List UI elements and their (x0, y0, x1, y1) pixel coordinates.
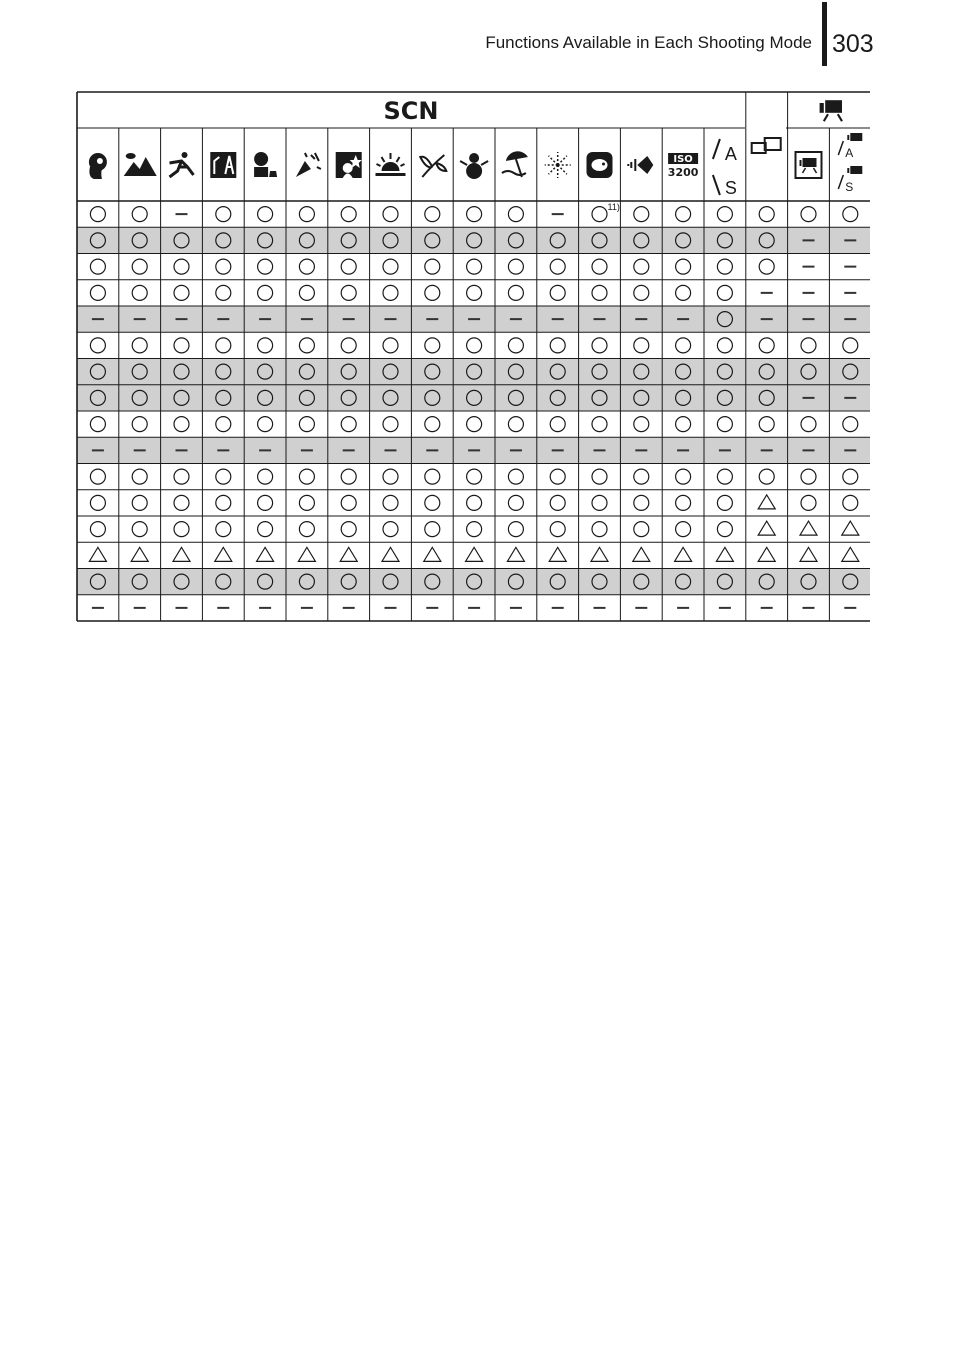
available-circle (174, 417, 189, 432)
available-circle (759, 469, 774, 484)
available-circle (759, 417, 774, 432)
available-circle (90, 285, 105, 300)
available-circle (341, 207, 356, 222)
available-circle (550, 469, 565, 484)
available-circle (508, 495, 523, 510)
available-circle (216, 417, 231, 432)
available-circle (299, 285, 314, 300)
available-circle (341, 469, 356, 484)
row-shade (77, 569, 870, 595)
available-circle (299, 495, 314, 510)
available-circle (132, 469, 147, 484)
available-circle (592, 417, 607, 432)
available-circle (341, 285, 356, 300)
beach-icon (502, 151, 528, 177)
partial-triangle (800, 547, 817, 561)
available-circle (383, 207, 398, 222)
partial-triangle (842, 521, 859, 535)
available-circle (676, 338, 691, 353)
available-circle (174, 259, 189, 274)
partial-triangle (549, 547, 566, 561)
available-circle (467, 522, 482, 537)
available-circle (676, 469, 691, 484)
available-circle (676, 417, 691, 432)
available-circle (258, 285, 273, 300)
available-circle (676, 285, 691, 300)
available-circle (425, 285, 440, 300)
available-circle (299, 469, 314, 484)
underwater-icon (628, 156, 653, 174)
partial-triangle (131, 547, 148, 561)
partial-triangle (758, 521, 775, 535)
available-circle (634, 522, 649, 537)
movie-mode-group-icon (820, 100, 842, 121)
available-circle (425, 259, 440, 274)
available-circle (258, 469, 273, 484)
available-circle (467, 469, 482, 484)
partial-triangle (758, 547, 775, 561)
available-circle (676, 207, 691, 222)
available-circle (216, 207, 231, 222)
partial-triangle (298, 547, 315, 561)
available-circle (341, 259, 356, 274)
available-circle (90, 338, 105, 353)
available-circle (341, 338, 356, 353)
iso-3200-icon (668, 153, 699, 179)
available-circle (717, 338, 732, 353)
available-circle (132, 338, 147, 353)
available-circle (299, 417, 314, 432)
available-circle (90, 495, 105, 510)
night-snapshot-icon (210, 152, 236, 178)
available-circle (634, 207, 649, 222)
available-circle (759, 207, 774, 222)
available-circle (383, 338, 398, 353)
available-circle (717, 469, 732, 484)
available-circle (90, 259, 105, 274)
partial-triangle (842, 547, 859, 561)
partial-triangle (591, 547, 608, 561)
available-circle (341, 522, 356, 537)
available-circle (843, 338, 858, 353)
available-circle (258, 338, 273, 353)
available-circle (467, 285, 482, 300)
available-circle (467, 495, 482, 510)
iso-value: 3200 (667, 166, 699, 179)
available-circle (592, 338, 607, 353)
available-circle (425, 417, 440, 432)
available-circle (341, 417, 356, 432)
movie-standard-icon (796, 152, 822, 178)
swap-letter: S (845, 180, 854, 194)
available-circle (843, 207, 858, 222)
available-circle (299, 259, 314, 274)
available-circle (174, 469, 189, 484)
availability-table (0, 0, 954, 640)
scn-group-label: SCN (383, 97, 439, 125)
partial-triangle (675, 547, 692, 561)
available-circle (299, 207, 314, 222)
available-circle (843, 469, 858, 484)
available-circle (550, 338, 565, 353)
available-circle (759, 338, 774, 353)
row-shade (77, 359, 870, 385)
stitch-assist-icon (752, 138, 781, 153)
indoor-party-icon (296, 153, 321, 177)
available-circle (550, 259, 565, 274)
snow-icon (460, 153, 488, 179)
available-circle (90, 522, 105, 537)
available-circle (676, 522, 691, 537)
partial-triangle (215, 547, 232, 561)
available-circle (216, 259, 231, 274)
available-circle (299, 338, 314, 353)
available-circle (592, 495, 607, 510)
available-circle (467, 338, 482, 353)
accent-letter: A (845, 146, 854, 160)
portrait-icon (89, 153, 107, 179)
available-circle (717, 207, 732, 222)
available-circle (258, 495, 273, 510)
available-circle (759, 259, 774, 274)
aquarium-icon (587, 152, 613, 178)
available-circle (216, 522, 231, 537)
available-circle (634, 417, 649, 432)
color-accent-swap-icon (713, 139, 737, 198)
available-circle (132, 522, 147, 537)
available-circle (801, 417, 816, 432)
available-circle (550, 495, 565, 510)
available-circle (508, 338, 523, 353)
partial-triangle (466, 547, 483, 561)
available-circle (132, 495, 147, 510)
available-circle (383, 285, 398, 300)
landscape-icon (124, 153, 157, 176)
available-circle (90, 469, 105, 484)
available-circle (508, 285, 523, 300)
available-circle (801, 469, 816, 484)
available-circle (132, 259, 147, 274)
available-circle (801, 495, 816, 510)
available-circle (592, 469, 607, 484)
partial-triangle (424, 547, 441, 561)
available-circle (676, 495, 691, 510)
available-circle (216, 469, 231, 484)
available-circle (508, 207, 523, 222)
movie-color-accent-swap-icon (838, 133, 862, 194)
available-circle (592, 259, 607, 274)
accent-letter: A (724, 144, 737, 164)
available-circle (467, 207, 482, 222)
iso-label: ISO (673, 154, 693, 165)
partial-triangle (257, 547, 274, 561)
available-circle (801, 338, 816, 353)
available-circle (383, 522, 398, 537)
available-circle (383, 469, 398, 484)
available-circle (592, 207, 607, 222)
available-circle (467, 259, 482, 274)
available-circle (132, 417, 147, 432)
available-circle (216, 495, 231, 510)
available-circle (508, 417, 523, 432)
available-circle (717, 522, 732, 537)
available-circle (425, 469, 440, 484)
available-circle (425, 522, 440, 537)
partial-triangle (633, 547, 650, 561)
available-circle (383, 417, 398, 432)
available-circle (383, 495, 398, 510)
available-circle (843, 417, 858, 432)
partial-triangle (758, 495, 775, 509)
available-circle (216, 285, 231, 300)
footnote-marker: 11) (607, 202, 620, 213)
available-circle (299, 522, 314, 537)
available-circle (90, 207, 105, 222)
partial-triangle (89, 547, 106, 561)
available-circle (90, 417, 105, 432)
available-circle (634, 495, 649, 510)
partial-triangle (716, 547, 733, 561)
available-circle (508, 259, 523, 274)
swap-letter: S (724, 178, 737, 198)
available-circle (383, 259, 398, 274)
partial-triangle (800, 521, 817, 535)
available-circle (843, 495, 858, 510)
available-circle (174, 522, 189, 537)
available-circle (634, 469, 649, 484)
available-circle (258, 522, 273, 537)
sunset-icon (376, 153, 406, 176)
partial-triangle (340, 547, 357, 561)
sports-icon (170, 152, 194, 177)
available-circle (425, 495, 440, 510)
available-circle (216, 338, 231, 353)
available-circle (592, 285, 607, 300)
available-circle (717, 417, 732, 432)
running-header-title: Functions Available in Each Shooting Mode (485, 33, 812, 52)
available-circle (550, 285, 565, 300)
available-circle (467, 417, 482, 432)
available-circle (676, 259, 691, 274)
row-shade (77, 227, 870, 253)
available-circle (132, 285, 147, 300)
foliage-icon (420, 155, 446, 177)
partial-triangle (507, 547, 524, 561)
night-scene-icon (336, 152, 362, 178)
fireworks-icon (545, 152, 571, 178)
available-circle (341, 495, 356, 510)
available-circle (508, 469, 523, 484)
available-circle (258, 259, 273, 274)
available-circle (508, 522, 523, 537)
available-circle (132, 207, 147, 222)
available-circle (174, 338, 189, 353)
page-number: 303 (832, 30, 874, 58)
available-circle (801, 207, 816, 222)
available-circle (550, 522, 565, 537)
available-circle (634, 285, 649, 300)
kids-and-pets-icon (254, 152, 277, 177)
available-circle (174, 285, 189, 300)
available-circle (717, 285, 732, 300)
available-circle (174, 495, 189, 510)
available-circle (717, 495, 732, 510)
available-circle (425, 207, 440, 222)
available-circle (592, 522, 607, 537)
partial-triangle (382, 547, 399, 561)
available-circle (717, 259, 732, 274)
partial-triangle (173, 547, 190, 561)
available-circle (258, 207, 273, 222)
row-shade (77, 385, 870, 411)
available-circle (425, 338, 440, 353)
available-circle (634, 259, 649, 274)
available-circle (634, 338, 649, 353)
available-circle (258, 417, 273, 432)
available-circle (550, 417, 565, 432)
